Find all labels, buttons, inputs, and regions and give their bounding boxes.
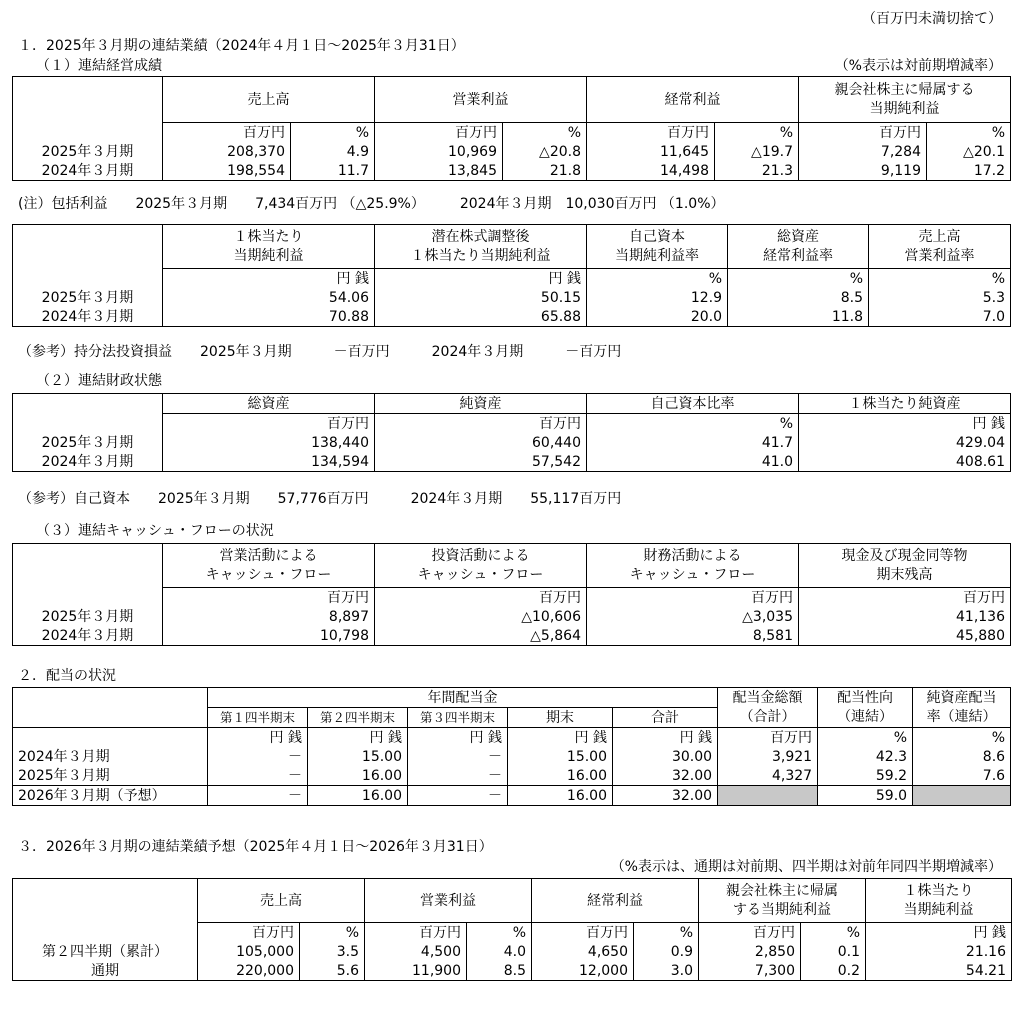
value-cell: 3,921	[718, 747, 818, 766]
unit-cell: %	[818, 728, 913, 748]
header-payout-ratio	[818, 688, 913, 728]
header-q2: 第２四半期末	[308, 708, 408, 728]
unit-cell: %	[728, 269, 869, 289]
unit-cell: 円 銭	[508, 728, 613, 748]
value-cell: 0.9	[634, 942, 699, 961]
unit-cell: %	[300, 923, 365, 943]
unit-cell: 百万円	[799, 123, 927, 143]
value-cell: 10,798	[163, 626, 375, 646]
value-cell: 5.6	[300, 961, 365, 981]
section-1-title: １．2025年３月期の連結業績（2024年４月１日～2025年３月31日）	[18, 38, 465, 54]
row-label: 第２四半期（累計）	[13, 942, 198, 961]
header-ordinary-profit: 経常利益	[532, 879, 699, 923]
value-cell: 7,300	[699, 961, 801, 981]
header-total-dividends-line1: 配当金総額	[732, 689, 803, 706]
header-equity-ratio: 自己資本比率	[587, 394, 799, 414]
header-financing-cf-line2: キャッシュ・フロー	[629, 566, 756, 583]
header-roa	[728, 225, 869, 269]
value-cell: 42.3	[818, 747, 913, 766]
header-roa-line1: 総資産	[777, 228, 819, 245]
header-total: 合計	[613, 708, 718, 728]
value-cell: 208,370	[163, 142, 291, 161]
header-blank	[13, 225, 163, 269]
value-cell: 15.00	[308, 747, 408, 766]
value-cell: 8.5	[467, 961, 532, 981]
value-cell: 16.00	[308, 766, 408, 786]
value-cell: 30.00	[613, 747, 718, 766]
units-label-cell	[13, 588, 163, 608]
value-cell: －	[408, 766, 508, 786]
header-blank	[13, 879, 198, 923]
value-cell: －	[208, 786, 308, 806]
value-cell: 2,850	[699, 942, 801, 961]
row-label: 2026年３月期（予想）	[13, 786, 208, 806]
units-label-cell	[13, 123, 163, 143]
unit-cell: 百万円	[163, 123, 291, 143]
value-cell: 50.15	[375, 288, 587, 307]
value-cell: －	[208, 747, 308, 766]
unit-cell: 百万円	[375, 414, 587, 434]
value-cell: 198,554	[163, 161, 291, 181]
value-cell: 32.00	[613, 766, 718, 786]
header-operating-cf-line1: 営業活動による	[219, 547, 318, 564]
row-label: 2024年３月期	[13, 452, 163, 472]
table-row	[13, 626, 1011, 646]
value-cell: 3.5	[300, 942, 365, 961]
value-cell: 11,900	[365, 961, 467, 981]
unit-cell: 百万円	[587, 123, 715, 143]
value-cell: 70.88	[163, 307, 375, 327]
value-cell: 16.00	[508, 786, 613, 806]
value-cell: －	[208, 766, 308, 786]
header-net-sales: 売上高	[198, 879, 365, 923]
value-cell: 408.61	[799, 452, 1011, 472]
value-cell: 59.0	[818, 786, 913, 806]
unit-cell: 円 銭	[866, 923, 1012, 943]
value-cell: 7.0	[869, 307, 1011, 327]
value-cell: 4,650	[532, 942, 634, 961]
financial-position-table	[12, 393, 1011, 472]
header-roe-line1: 自己資本	[629, 228, 685, 245]
header-eps	[866, 879, 1012, 923]
table-row	[13, 288, 1011, 307]
change-rate-note: （%表示は対前期増減率）	[834, 58, 1002, 74]
unit-cell: 百万円	[718, 728, 818, 748]
value-cell: 45,880	[799, 626, 1011, 646]
value-cell: 15.00	[508, 747, 613, 766]
unit-cell: %	[587, 414, 799, 434]
row-label: 2024年３月期	[13, 626, 163, 646]
row-label: 2025年３月期	[13, 142, 163, 161]
value-cell: －	[408, 747, 508, 766]
header-investing-cf-line1: 投資活動による	[431, 547, 530, 564]
header-cash-equivalents-line1: 現金及び現金同等物	[841, 547, 968, 564]
value-cell: 14,498	[587, 161, 715, 181]
unit-cell: %	[467, 923, 532, 943]
header-payout-ratio-line2: （連結）	[837, 708, 894, 725]
per-share-table	[12, 224, 1011, 327]
value-cell: 20.0	[587, 307, 728, 327]
dividends-table	[12, 687, 1011, 806]
value-cell: 41,136	[799, 607, 1011, 626]
value-cell: 54.06	[163, 288, 375, 307]
header-year-end: 期末	[508, 708, 613, 728]
value-cell: 21.3	[715, 161, 799, 181]
value-cell: 4.0	[467, 942, 532, 961]
value-cell: 0.1	[801, 942, 866, 961]
shaded-cell	[718, 786, 818, 806]
header-net-income-line2: する当期純利益	[733, 901, 831, 918]
header-q1: 第１四半期末	[208, 708, 308, 728]
header-net-assets: 純資産	[375, 394, 587, 414]
row-label: 2024年３月期	[13, 307, 163, 327]
unit-cell: 百万円	[699, 923, 801, 943]
unit-cell: %	[587, 269, 728, 289]
subsection-cash-flows: （３）連結キャッシュ・フローの状況	[36, 523, 274, 539]
table-row	[13, 747, 1011, 766]
header-eps	[163, 225, 375, 269]
forecast-change-note: （%表示は、通期は対前期、四半期は対前年同四半期増減率）	[610, 859, 1002, 875]
value-cell: 138,440	[163, 433, 375, 452]
value-cell: 3.0	[634, 961, 699, 981]
header-net-income-line1: 親会社株主に帰属する	[834, 81, 975, 98]
table-row	[13, 766, 1011, 786]
cash-flow-table	[12, 543, 1011, 646]
value-cell: 0.2	[801, 961, 866, 981]
value-cell: 11.8	[728, 307, 869, 327]
value-cell: 16.00	[308, 786, 408, 806]
unit-cell: 百万円	[375, 588, 587, 608]
forecast-table	[12, 878, 1012, 981]
header-eps-line1: １株当たり	[233, 228, 304, 245]
header-operating-cf	[163, 544, 375, 588]
value-cell: 8.6	[913, 747, 1011, 766]
header-diluted-eps-line1: 潜在株式調整後	[431, 228, 530, 245]
header-operating-profit: 営業利益	[365, 879, 532, 923]
table-row	[13, 142, 1011, 161]
operating-results-table	[12, 76, 1011, 181]
table-row	[13, 961, 1012, 981]
unit-cell: 円 銭	[408, 728, 508, 748]
header-operating-profit: 営業利益	[375, 77, 587, 123]
value-cell: 12.9	[587, 288, 728, 307]
value-cell: △20.1	[927, 142, 1011, 161]
header-net-income	[799, 77, 1011, 123]
value-cell: 60,440	[375, 433, 587, 452]
header-total-dividends	[718, 688, 818, 728]
unit-cell: 円 銭	[799, 414, 1011, 434]
unit-cell: 円 銭	[375, 269, 587, 289]
comprehensive-income-note: (注）包括利益 2025年３月期 7,434百万円 （△25.9%） 2024年３月期 10,030百万円 （1.0%）	[18, 196, 725, 212]
header-blank	[13, 77, 163, 123]
table-row	[13, 786, 1011, 806]
table-row	[13, 433, 1011, 452]
unit-cell: %	[634, 923, 699, 943]
header-roe-line2: 当期純利益率	[615, 247, 699, 264]
header-financing-cf	[587, 544, 799, 588]
value-cell: 429.04	[799, 433, 1011, 452]
equity-note: （参考）自己資本 2025年３月期 57,776百万円 2024年３月期 55,117百万円	[18, 491, 622, 507]
unit-cell: 円 銭	[613, 728, 718, 748]
value-cell: △19.7	[715, 142, 799, 161]
header-net-sales: 売上高	[163, 77, 375, 123]
unit-note: （百万円未満切捨て）	[862, 11, 1002, 27]
section-3-title: ３．2026年３月期の連結業績予想（2025年４月１日～2026年３月31日）	[18, 839, 493, 855]
value-cell: 57,542	[375, 452, 587, 472]
unit-cell: %	[913, 728, 1011, 748]
value-cell: 12,000	[532, 961, 634, 981]
units-label-cell	[13, 923, 198, 943]
unit-cell: 円 銭	[308, 728, 408, 748]
unit-cell: 百万円	[198, 923, 300, 943]
row-label: 2025年３月期	[13, 288, 163, 307]
row-label: 2024年３月期	[13, 747, 208, 766]
header-investing-cf	[375, 544, 587, 588]
value-cell: △3,035	[587, 607, 799, 626]
value-cell: 41.7	[587, 433, 799, 452]
header-eps-line2: 当期純利益	[903, 901, 974, 918]
row-label: 2025年３月期	[13, 607, 163, 626]
subsection-operating-results: （１）連結経営成績	[36, 58, 162, 74]
value-cell: 13,845	[375, 161, 503, 181]
header-investing-cf-line2: キャッシュ・フロー	[417, 566, 544, 583]
subsection-financial-position: （２）連結財政状態	[36, 373, 162, 389]
header-payout-ratio-line1: 配当性向	[837, 689, 894, 706]
value-cell: 9,119	[799, 161, 927, 181]
value-cell: △5,864	[375, 626, 587, 646]
row-label: 通期	[13, 961, 198, 981]
unit-cell: %	[869, 269, 1011, 289]
table-row	[13, 161, 1011, 181]
section-2-title: ２．配当の状況	[18, 668, 116, 684]
unit-cell: %	[291, 123, 375, 143]
value-cell: 8.5	[728, 288, 869, 307]
header-operating-margin	[869, 225, 1011, 269]
value-cell: 7,284	[799, 142, 927, 161]
table-row	[13, 307, 1011, 327]
header-total-dividends-line2: （合計）	[739, 708, 796, 725]
unit-cell: 百万円	[375, 123, 503, 143]
header-annual-dividend: 年間配当金	[208, 688, 718, 708]
header-q3: 第３四半期末	[408, 708, 508, 728]
value-cell: 4,500	[365, 942, 467, 961]
table-row	[13, 452, 1011, 472]
value-cell: 134,594	[163, 452, 375, 472]
unit-cell: 百万円	[587, 588, 799, 608]
value-cell: 4.9	[291, 142, 375, 161]
unit-cell: %	[927, 123, 1011, 143]
header-roe	[587, 225, 728, 269]
units-label-cell	[13, 728, 208, 748]
header-bps: １株当たり純資産	[799, 394, 1011, 414]
row-label: 2025年３月期	[13, 433, 163, 452]
header-doe	[913, 688, 1011, 728]
header-diluted-eps-line2: １株当たり当期純利益	[410, 247, 551, 264]
value-cell: 32.00	[613, 786, 718, 806]
value-cell: 5.3	[869, 288, 1011, 307]
shaded-cell	[913, 786, 1011, 806]
header-total-assets: 総資産	[163, 394, 375, 414]
header-financing-cf-line1: 財務活動による	[643, 547, 742, 564]
value-cell: 21.16	[866, 942, 1012, 961]
header-net-income	[699, 879, 866, 923]
header-blank	[13, 394, 163, 414]
value-cell: 54.21	[866, 961, 1012, 981]
unit-cell: 円 銭	[208, 728, 308, 748]
header-eps-line2: 当期純利益	[233, 247, 304, 264]
value-cell: 11,645	[587, 142, 715, 161]
value-cell: －	[408, 786, 508, 806]
unit-cell: 百万円	[532, 923, 634, 943]
header-net-income-line2: 当期純利益	[869, 100, 940, 117]
value-cell: △20.8	[503, 142, 587, 161]
value-cell: 8,897	[163, 607, 375, 626]
equity-method-note: （参考）持分法投資損益 2025年３月期 －百万円 2024年３月期 －百万円	[18, 344, 622, 360]
header-blank	[13, 708, 208, 728]
value-cell: 8,581	[587, 626, 799, 646]
header-cash-equivalents-line2: 期末残高	[876, 566, 933, 583]
header-operating-cf-line2: キャッシュ・フロー	[205, 566, 332, 583]
header-operating-margin-line1: 売上高	[918, 228, 961, 245]
value-cell: △10,606	[375, 607, 587, 626]
units-label-cell	[13, 269, 163, 289]
header-operating-margin-line2: 営業利益率	[904, 247, 975, 264]
row-label: 2024年３月期	[13, 161, 163, 181]
header-eps-line1: １株当たり	[903, 882, 974, 899]
header-diluted-eps	[375, 225, 587, 269]
value-cell: 59.2	[818, 766, 913, 786]
value-cell: 10,969	[375, 142, 503, 161]
value-cell: 4,327	[718, 766, 818, 786]
units-label-cell	[13, 414, 163, 434]
header-roa-line2: 経常利益率	[763, 247, 833, 264]
unit-cell: 百万円	[163, 588, 375, 608]
row-label: 2025年３月期	[13, 766, 208, 786]
header-doe-line2: 率（連結）	[926, 708, 997, 725]
unit-cell: %	[503, 123, 587, 143]
unit-cell: %	[715, 123, 799, 143]
unit-cell: 百万円	[799, 588, 1011, 608]
header-blank	[13, 544, 163, 588]
header-net-income-line1: 親会社株主に帰属	[726, 882, 838, 899]
unit-cell: 百万円	[365, 923, 467, 943]
value-cell: 41.0	[587, 452, 799, 472]
header-cash-equivalents	[799, 544, 1011, 588]
header-doe-line1: 純資産配当	[926, 689, 997, 706]
value-cell: 11.7	[291, 161, 375, 181]
value-cell: 16.00	[508, 766, 613, 786]
table-row	[13, 607, 1011, 626]
value-cell: 65.88	[375, 307, 587, 327]
value-cell: 17.2	[927, 161, 1011, 181]
value-cell: 220,000	[198, 961, 300, 981]
unit-cell: %	[801, 923, 866, 943]
unit-cell: 円 銭	[163, 269, 375, 289]
value-cell: 21.8	[503, 161, 587, 181]
header-blank	[13, 688, 208, 708]
value-cell: 105,000	[198, 942, 300, 961]
unit-cell: 百万円	[163, 414, 375, 434]
value-cell: 7.6	[913, 766, 1011, 786]
table-row	[13, 942, 1012, 961]
header-ordinary-profit: 経常利益	[587, 77, 799, 123]
